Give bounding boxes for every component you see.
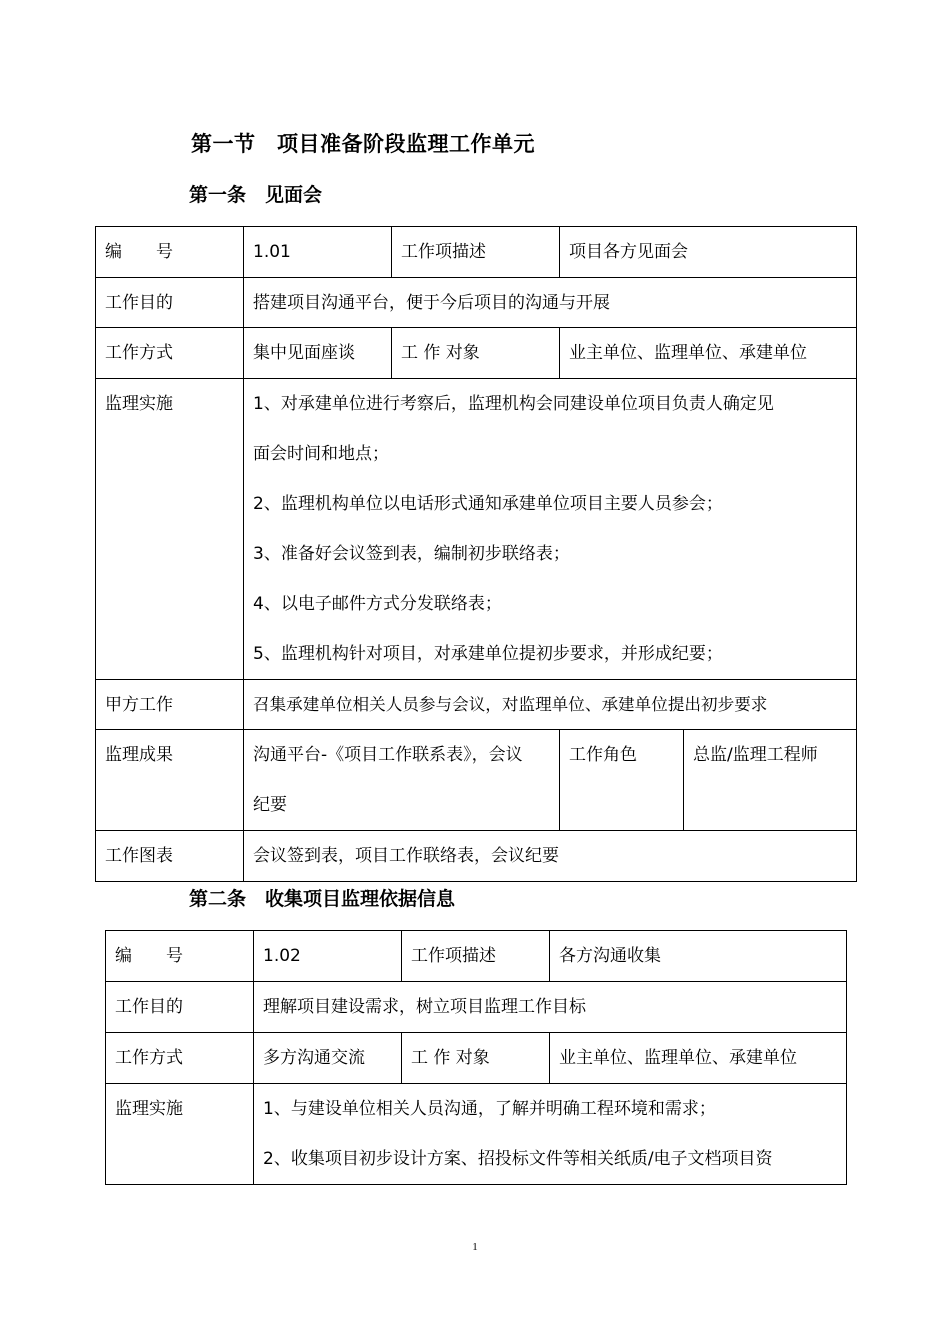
party-value: 召集承建单位相关人员参与会议，对监理单位、承建单位提出初步要求 bbox=[244, 680, 857, 730]
role-value: 总监/监理工程师 bbox=[684, 730, 857, 831]
goal-label: 工作目的 bbox=[96, 278, 244, 328]
desc-value: 项目各方见面会 bbox=[560, 227, 857, 278]
desc-value: 各方沟通收集 bbox=[550, 931, 847, 982]
goal-value: 搭建项目沟通平台，便于今后项目的沟通与开展 bbox=[244, 278, 857, 328]
object-value: 业主单位、监理单位、承建单位 bbox=[560, 328, 857, 379]
impl-line: 3、准备好会议签到表，编制初步联络表； bbox=[253, 544, 570, 564]
party-label: 甲方工作 bbox=[96, 680, 244, 730]
code-value: 1.01 bbox=[244, 227, 392, 278]
article-title: 第一条 见面会 bbox=[189, 184, 323, 206]
impl-line: 4、以电子邮件方式分发联络表； bbox=[253, 594, 502, 614]
work-unit-table bbox=[95, 226, 857, 882]
desc-label: 工作项描述 bbox=[402, 931, 550, 982]
object-label: 工 作 对象 bbox=[402, 1033, 550, 1084]
object-label: 工 作 对象 bbox=[392, 328, 560, 379]
impl-label: 监理实施 bbox=[96, 379, 244, 680]
impl-line: 2、监理机构单位以电话形式通知承建单位项目主要人员参会； bbox=[253, 494, 723, 514]
result-label: 监理成果 bbox=[96, 730, 244, 831]
chart-label: 工作图表 bbox=[96, 831, 244, 882]
object-value: 业主单位、监理单位、承建单位 bbox=[550, 1033, 847, 1084]
page-number: 1 bbox=[472, 1241, 478, 1253]
article-title: 第二条 收集项目监理依据信息 bbox=[189, 888, 456, 910]
goal-value: 理解项目建设需求，树立项目监理工作目标 bbox=[254, 982, 847, 1033]
result-value bbox=[244, 730, 560, 831]
chart-value: 会议签到表，项目工作联络表，会议纪要 bbox=[244, 831, 857, 882]
impl-content bbox=[254, 1084, 847, 1185]
impl-label: 监理实施 bbox=[106, 1084, 254, 1185]
result-line: 纪要 bbox=[253, 795, 287, 815]
role-label: 工作角色 bbox=[560, 730, 684, 831]
method-label: 工作方式 bbox=[106, 1033, 254, 1084]
method-value: 多方沟通交流 bbox=[254, 1033, 402, 1084]
desc-label: 工作项描述 bbox=[392, 227, 560, 278]
impl-content bbox=[244, 379, 857, 680]
code-label: 编 号 bbox=[96, 227, 244, 278]
result-line: 沟通平台-《项目工作联系表》，会议 bbox=[253, 745, 523, 765]
code-value: 1.02 bbox=[254, 931, 402, 982]
method-label: 工作方式 bbox=[96, 328, 244, 379]
impl-line: 1、与建设单位相关人员沟通，了解并明确工程环境和需求； bbox=[263, 1099, 716, 1119]
impl-line: 1、对承建单位进行考察后，监理机构会同建设单位项目负责人确定见 bbox=[253, 394, 774, 414]
work-unit-table bbox=[105, 930, 847, 1185]
impl-line: 2、收集项目初步设计方案、招投标文件等相关纸质/电子文档项目资 bbox=[263, 1149, 773, 1169]
goal-label: 工作目的 bbox=[106, 982, 254, 1033]
section-title: 第一节 项目准备阶段监理工作单元 bbox=[191, 132, 535, 156]
impl-line: 5、监理机构针对项目，对承建单位提初步要求，并形成纪要； bbox=[253, 644, 723, 664]
code-label: 编 号 bbox=[106, 931, 254, 982]
impl-line: 面会时间和地点； bbox=[253, 444, 389, 464]
method-value: 集中见面座谈 bbox=[244, 328, 392, 379]
